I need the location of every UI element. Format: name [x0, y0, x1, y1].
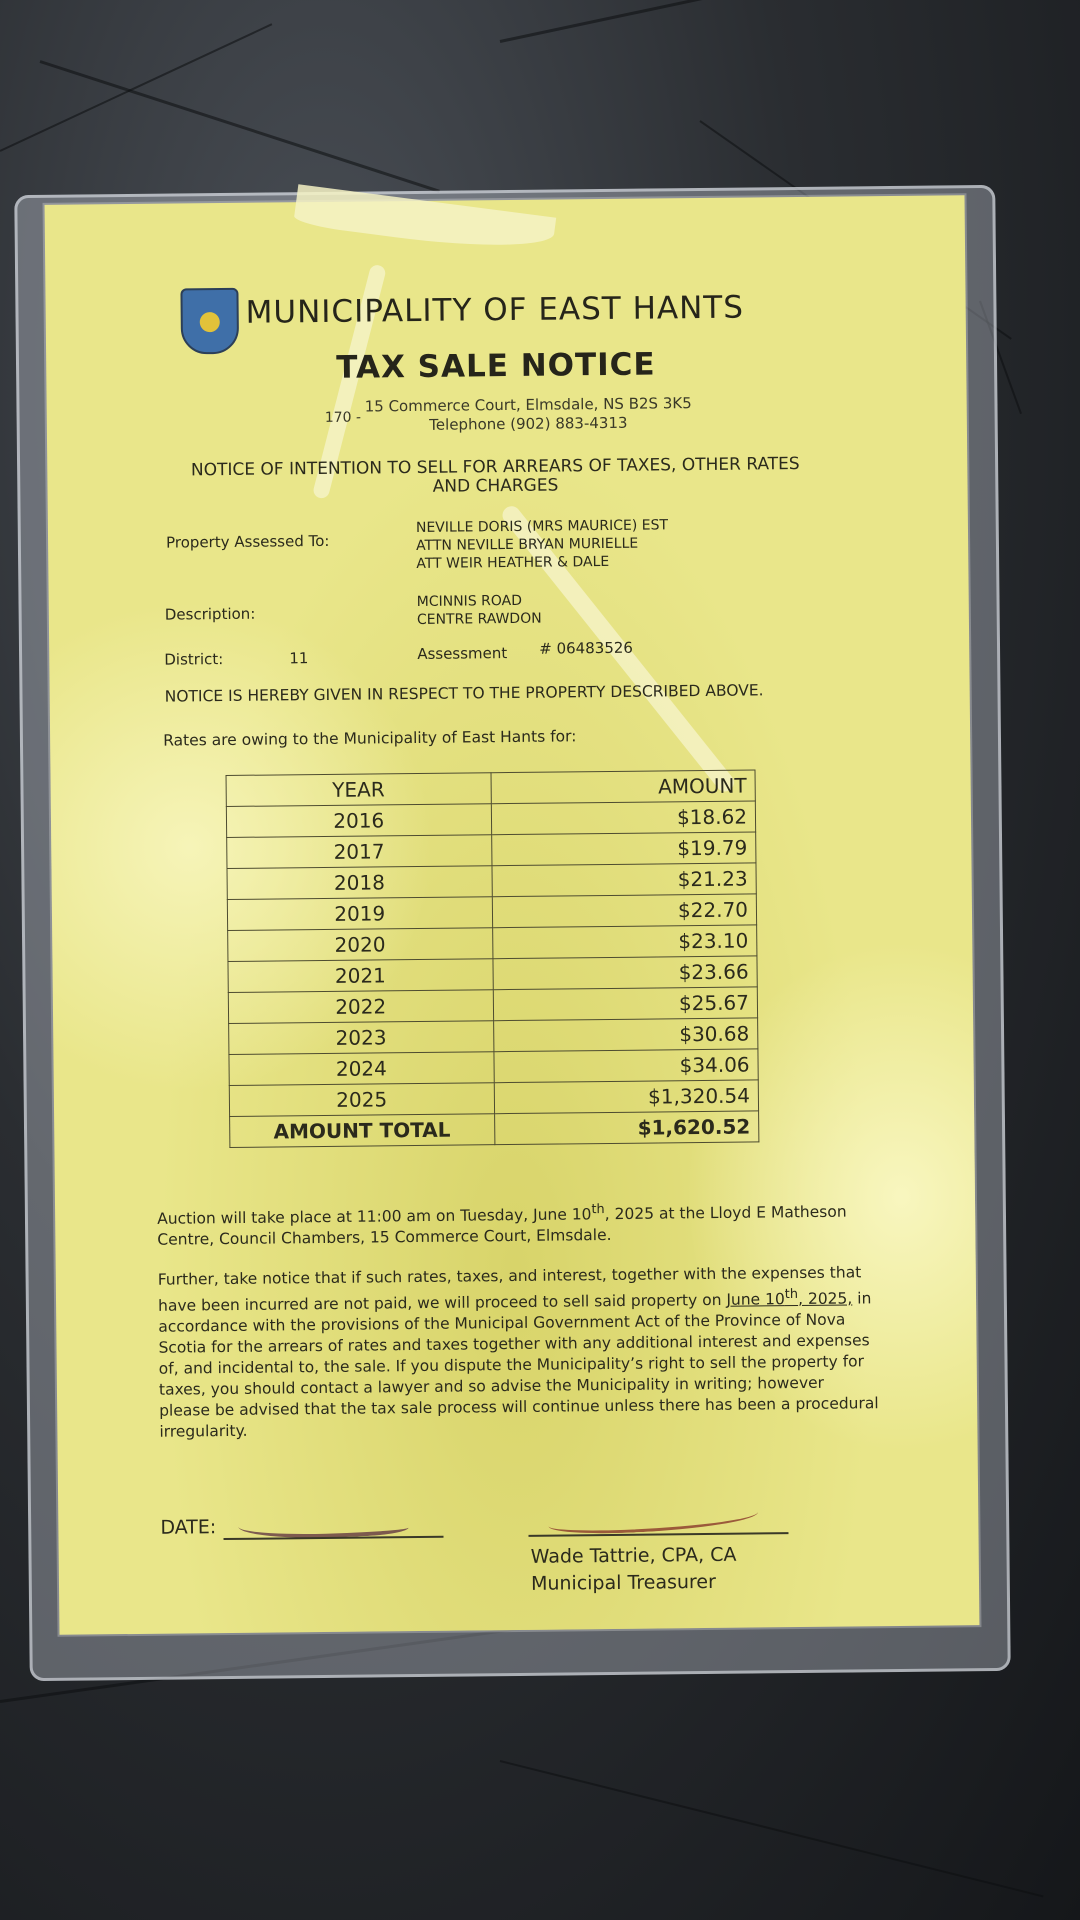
assessed-to-label: Property Assessed To:: [165, 531, 330, 552]
address-prefix: 170 -: [324, 409, 362, 426]
sale-date-year: , 2025,: [797, 1289, 853, 1309]
owner-line: NEVILLE DORIS (MRS MAURICE) EST: [415, 517, 669, 536]
address-block: [365, 394, 692, 435]
branch-shadow: [500, 1760, 1044, 1897]
auction-text-end: , 2025 at the Lloyd E Matheson Centre, Council Chambers, 15 Commerce Court, Elmsdale.: [157, 1202, 847, 1249]
notice-title: TAX SALE NOTICE: [336, 346, 656, 386]
tax-sale-notice: [45, 195, 980, 1635]
further-text: Further, take notice that if such rates, taxes, and interest, together with the expenses that have been incurred are not paid, we will proceed to sell said property on: [157, 1263, 862, 1315]
assessed-to-value: [416, 516, 669, 573]
year-cell: 2024: [229, 1052, 494, 1086]
amount-cell: $19.79: [491, 832, 756, 866]
description-line: MCINNIS ROAD: [416, 592, 523, 610]
amount-header: AMOUNT: [491, 770, 756, 804]
year-cell: 2017: [227, 835, 492, 869]
date-underline: [224, 1536, 444, 1540]
auction-paragraph: [157, 1196, 877, 1251]
sale-date-day: June 10: [726, 1290, 785, 1309]
total-row: [230, 1111, 759, 1148]
amount-cell: $25.67: [493, 987, 758, 1021]
district-value: 11: [289, 649, 309, 668]
date-label: DATE:: [160, 1516, 217, 1539]
amount-cell: $34.06: [493, 1049, 758, 1083]
year-cell: 2019: [227, 897, 492, 931]
amount-cell: $22.70: [492, 894, 757, 928]
owner-line: ATT WEIR HEATHER & DALE: [416, 553, 610, 572]
signatory-block: [531, 1542, 737, 1598]
sale-date-sup: th: [784, 1287, 799, 1303]
assessment-label: Assessment: [417, 644, 508, 663]
total-value: $1,620.52: [494, 1111, 759, 1145]
assessment-number: # 06483526: [539, 638, 633, 658]
district-label: District:: [164, 650, 224, 669]
municipality-title: MUNICIPALITY OF EAST HANTS: [245, 289, 745, 331]
year-cell: 2022: [228, 990, 493, 1024]
amount-cell: $1,320.54: [494, 1080, 759, 1114]
branch-shadow: [500, 0, 1009, 43]
amount-cell: $30.68: [493, 1018, 758, 1052]
rates-table: [226, 769, 760, 1148]
sun-icon: [200, 312, 220, 332]
year-cell: 2018: [227, 866, 492, 900]
branch-shadow: [0, 23, 272, 152]
year-cell: 2016: [226, 804, 491, 838]
year-cell: 2025: [229, 1083, 494, 1117]
sale-date: [726, 1287, 853, 1309]
municipal-crest-icon: [180, 288, 239, 355]
signature: [548, 1502, 759, 1537]
amount-cell: $23.66: [492, 956, 757, 990]
year-cell: 2020: [228, 928, 493, 962]
amount-cell: $23.10: [492, 925, 757, 959]
amount-cell: $18.62: [491, 801, 756, 835]
further-text-end: in accordance with the provisions of the Municipal Government Act of the Province of Nova Scotia for the arrears of rates and taxes together with any additional interest and expenses of, and incidental to, the sale. If you dispute the Municipality’s right to sell the property for taxes, you should contact a lawyer and so advise the Municipality in writing; however please be advised that the tax sale process will continue unless there has been a procedural irregularity.: [158, 1289, 879, 1441]
further-paragraph: [158, 1262, 880, 1443]
year-header: YEAR: [226, 773, 491, 807]
auction-sup: th: [591, 1202, 605, 1218]
description-line: CENTRE RAWDON: [416, 610, 542, 628]
signatory-name: Wade Tattrie, CPA, CA: [530, 1543, 737, 1568]
year-cell: 2021: [228, 959, 493, 993]
notice-given-text: NOTICE IS HEREBY GIVEN IN RESPECT TO THE PROPERTY DESCRIBED ABOVE.: [164, 681, 764, 706]
address-line: 15 Commerce Court, Elmsdale, NS B2S 3K5: [364, 394, 692, 416]
description-label: Description:: [164, 604, 256, 624]
rates-owing-text: Rates are owing to the Municipality of East Hants for:: [163, 727, 577, 750]
amount-cell: $21.23: [491, 863, 756, 897]
intent-heading: NOTICE OF INTENTION TO SELL FOR ARREARS OF TAXES, OTHER RATES AND CHARGES: [190, 453, 800, 497]
total-label: AMOUNT TOTAL: [230, 1114, 495, 1148]
owner-line: ATTN NEVILLE BRYAN MURIELLE: [416, 535, 639, 554]
signatory-title: Municipal Treasurer: [530, 1570, 717, 1595]
description-value: [417, 592, 542, 629]
year-cell: 2023: [229, 1021, 494, 1055]
telephone-line: Telephone (902) 883-4313: [429, 413, 628, 434]
auction-text: Auction will take place at 11:00 am on Tuesday, June 10: [157, 1205, 592, 1228]
signature-line: [528, 1532, 788, 1537]
branch-shadow: [40, 60, 440, 193]
